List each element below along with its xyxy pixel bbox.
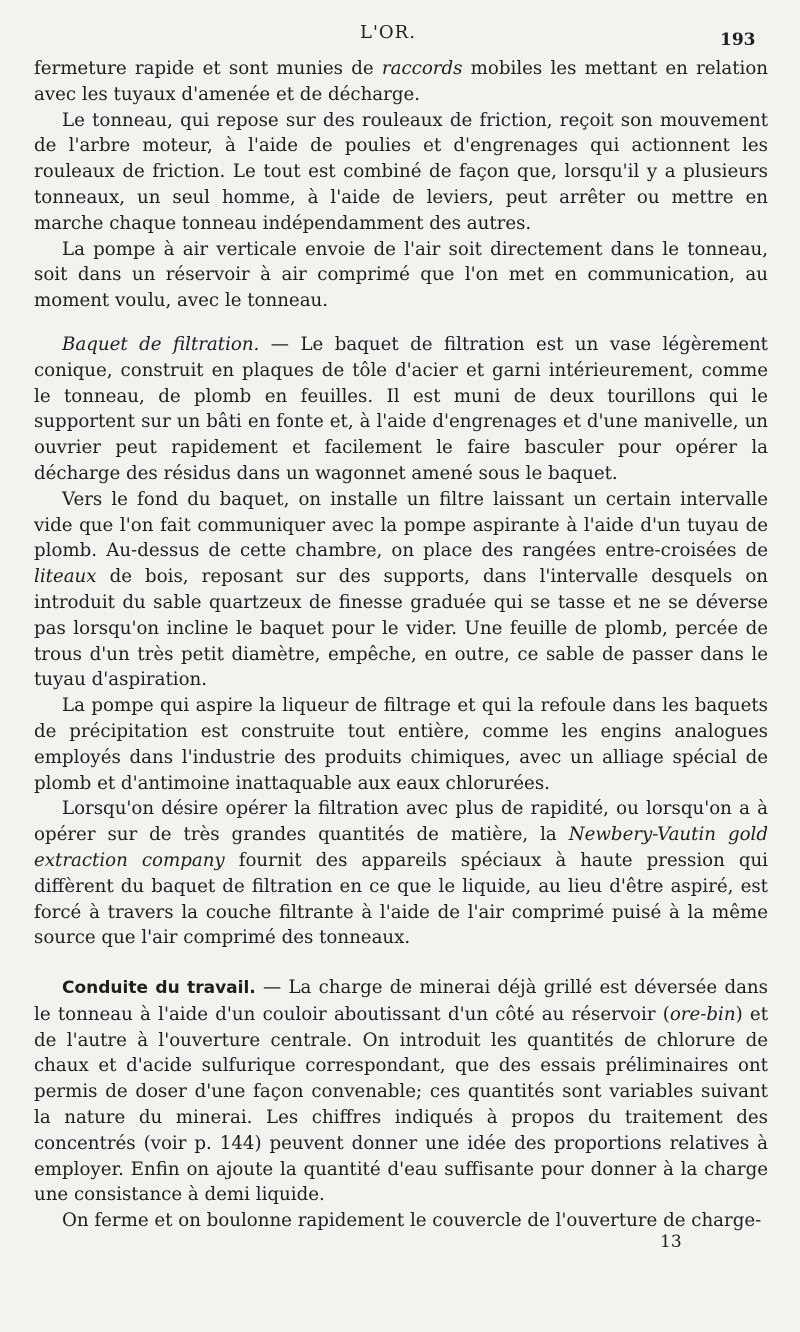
paragraph-haute-pression <box>34 796 768 951</box>
page-number: 193 <box>720 30 756 50</box>
paragraph-filtre <box>34 487 768 693</box>
section-lead: Conduite du travail. <box>62 978 256 999</box>
paragraph-text: La pompe qui aspire la liqueur de filtrage et qui la refoule dans les baquets de précipitation est construite tout entière, comme les engins analogues employés dans l'industrie des produits chimiques, avec un alliage spécial de plomb et d'antimoine inattaquable aux eaux chlorurées. <box>34 695 768 794</box>
italic-term: liteaux <box>34 566 97 588</box>
paragraph-text: Lorsqu'on désire opérer la filtration avec plus de rapidité, ou lorsqu'on a à opérer sur de très grandes quantités de matière, la <box>34 798 768 846</box>
paragraph-text: Le tonneau, qui repose sur des rouleaux de friction, reçoit son mouvement de l'arbre moteur, à l'aide de poulies et d'engrenages qui actionnent les rouleaux de friction. Le tout est combiné de façon que, lorsqu'il y a plusieurs tonneaux, un seul homme, à l'aide de leviers, peut arrêter ou mettre en marche chaque tonneau indépendamment des autres. <box>34 109 768 234</box>
paragraph-text: fermeture rapide et sont munies de <box>34 58 382 79</box>
paragraph-conduite-travail <box>34 975 768 1208</box>
paragraph-text: de bois, reposant sur des supports, dans l'intervalle desquels on introduit du sable quartzeux de finesse graduée qui se tasse et ne se déverse pas lorsqu'on incline le baquet pour le vider. Une feuille de plomb, percée de trous d'un très petit diamètre, empêche, en outre, ce sable de passer dans le tuyau d'aspiration. <box>34 566 768 691</box>
running-title: L'OR. <box>360 22 416 43</box>
running-head <box>0 22 800 50</box>
section-gap <box>34 951 768 975</box>
italic-term: Newbery-Vautin gold extraction company <box>34 824 768 871</box>
printer-signature-mark: 13 <box>660 1232 682 1252</box>
paragraph-text: — La charge de minerai déjà grillé est déversée dans le tonneau à l'aide d'un couloir aboutissant d'un côté au réservoir ( <box>34 977 768 1025</box>
paragraph-pompe-liqueur <box>34 693 768 796</box>
italic-term: ore-bin <box>669 1003 736 1025</box>
body-text <box>34 56 768 1234</box>
italic-term: raccords <box>381 58 463 79</box>
paragraph-pompe-air <box>34 237 768 314</box>
section-gap <box>34 314 768 332</box>
paragraph-text: ) et de l'autre à l'ouverture centrale. On introduit les quantités de chlorure de chaux et d'acide sulfurique correspondant, que des essais préliminaires ont permis de doser d'une façon convenable; ces quantités sont variables suivant la nature du minerai. Les chiffres indiqués à propos du traitement des concentrés (voir p. 144) peuvent donner une idée des proportions relatives à employer. Enfin on ajoute la quantité d'eau suffisante pour donner à la charge une consistance à demi liquide. <box>34 1003 768 1206</box>
paragraph-text: — Le baquet de filtration est un vase légèrement conique, construit en plaques de tôle d'acier et garni intérieurement, comme le tonneau, de plomb en feuilles. Il est muni de deux tourillons qui le supportent sur un bâti en fonte et, à l'aide d'engrenages et d'une manivelle, un ouvrier peut rapidement et facilement le faire basculer pour opérer la décharge des résidus dans un wagonnet amené sous le baquet. <box>34 333 768 484</box>
paragraph-fermeture <box>34 1208 768 1234</box>
paragraph-text: mobiles les mettant en relation avec les tuyaux d'amenée et de décharge. <box>34 58 769 105</box>
paragraph-baquet-filtration <box>34 332 768 487</box>
paragraph-text: La pompe à air verticale envoie de l'air soit directement dans le tonneau, soit dans un réservoir à air comprimé que l'on met en communication, au moment voulu, avec le tonneau. <box>34 238 768 312</box>
paragraph-text: On ferme et on boulonne rapidement le couvercle de l'ouverture de charge- <box>62 1210 762 1232</box>
section-lead: Baquet de filtration. <box>62 333 260 355</box>
paragraph-tonneau <box>34 108 768 237</box>
paragraph-text: fournit des appareils spéciaux à haute pression qui diffèrent du baquet de filtration en ce que le liquide, au lieu d'être aspiré, est forcé à travers la couche filtrante à l'aide de l'air comprimé puisé à la même source que l'air comprimé des tonneaux. <box>34 849 768 949</box>
paragraph-text: Vers le fond du baquet, on installe un filtre laissant un certain intervalle vide que l'on fait communiquer avec la pompe aspirante à l'aide d'un tuyau de plomb. Au-dessus de cette chambre, on place des rangées entre-croisées de <box>34 488 768 562</box>
paragraph-continuation <box>34 56 768 108</box>
